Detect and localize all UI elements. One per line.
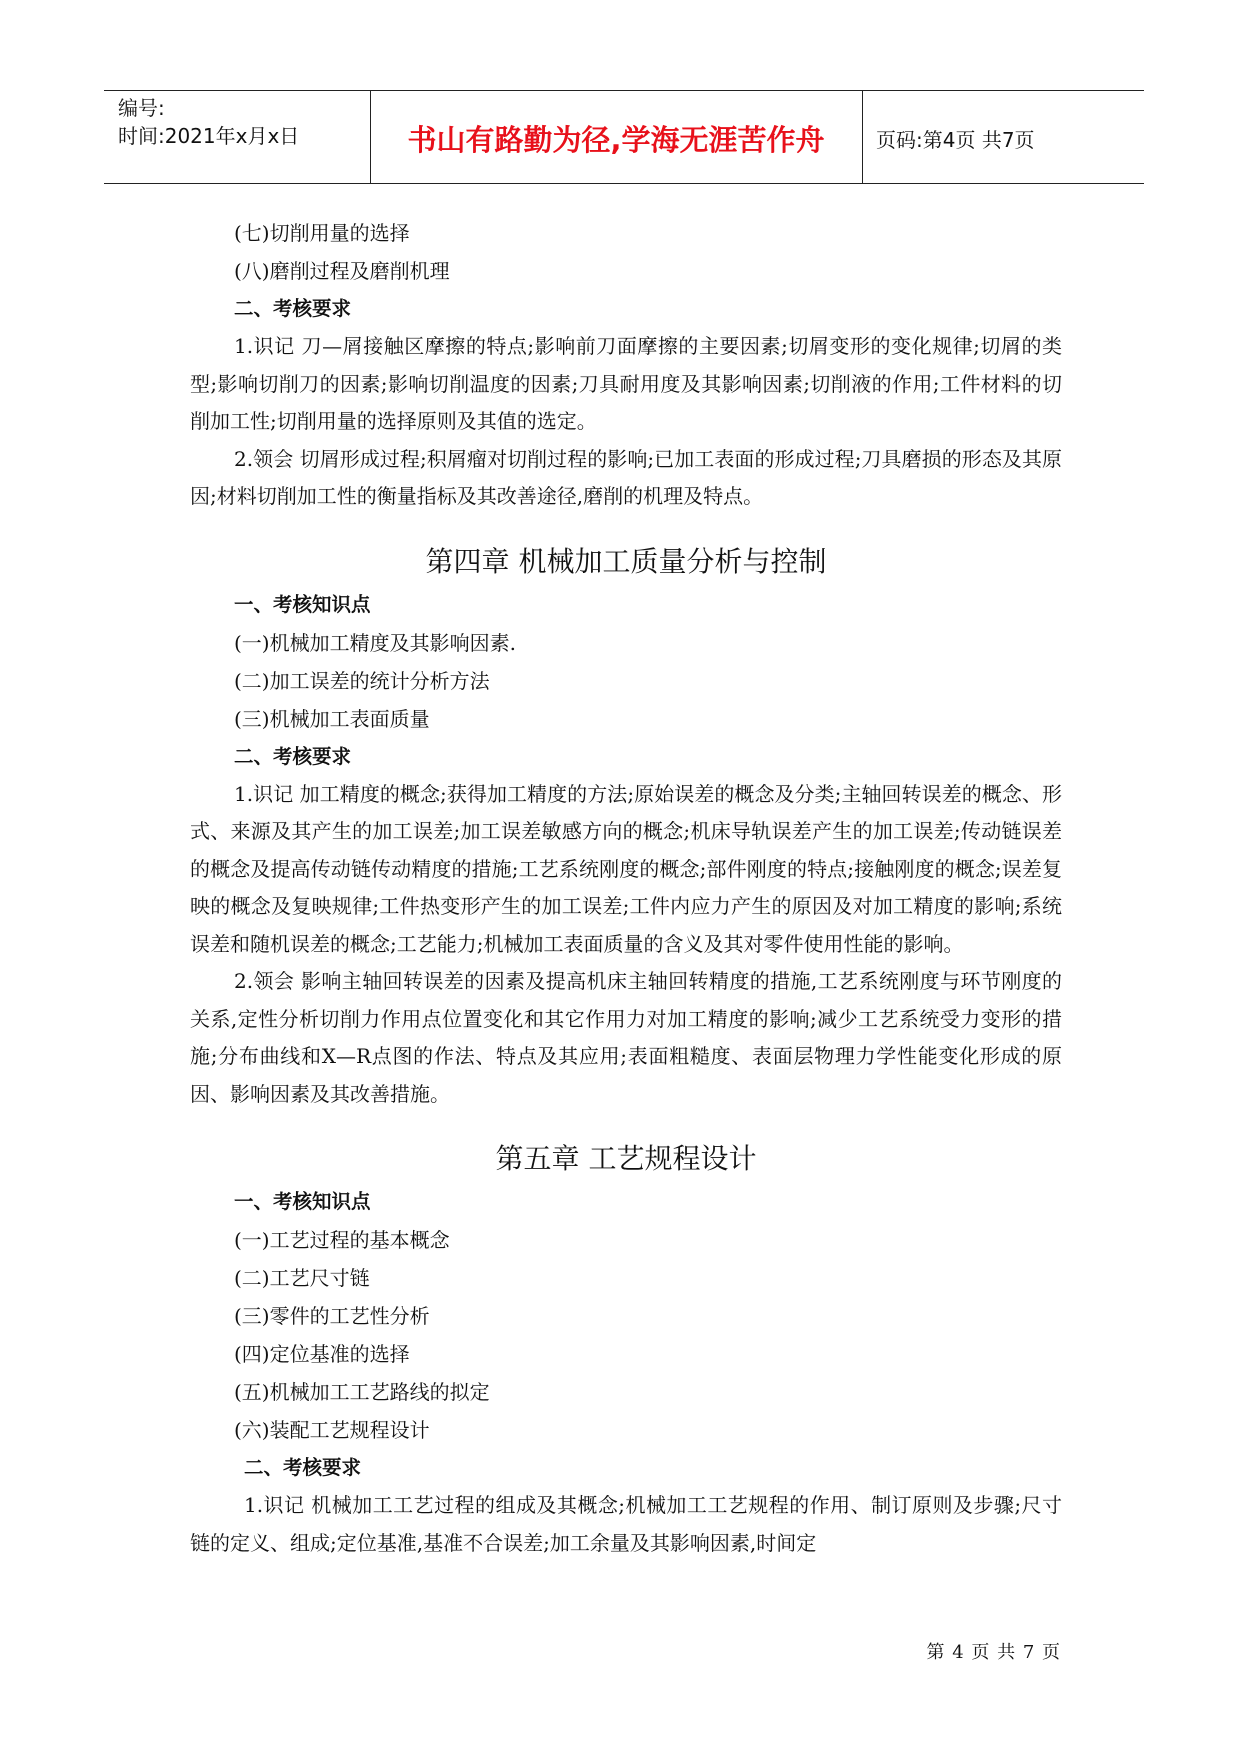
header-page-label: 页码:第4页 共7页 [876, 128, 1035, 152]
chapter-title: 第五章 工艺规程设计 [495, 1142, 757, 1175]
list-item: (六)装配工艺规程设计 [234, 1418, 430, 1442]
chapter-title: 第四章 机械加工质量分析与控制 [425, 544, 827, 578]
doc-code-label: 编号: [118, 96, 165, 120]
section-heading: 一、考核知识点 [234, 592, 371, 616]
requirement-paragraph: 1.识记 机械加工工艺过程的组成及其概念;机械加工工艺规程的作用、制订原则及步骤;尺寸链的定义、组成;定位基准,基准不合误差;加工余量及其影响因素,时间定 [190, 1493, 1062, 1555]
list-item: (一)机械加工精度及其影响因素. [234, 630, 516, 655]
list-item: (八)磨削过程及磨削机理 [234, 259, 450, 283]
header-divider-right [862, 90, 863, 184]
document-body [190, 214, 1062, 1562]
section-heading: 二、考核要求 [244, 1456, 362, 1479]
requirement-paragraph: 1.识记 加工精度的概念;获得加工精度的方法;原始误差的概念及分类;主轴回转误差的概念、形式、来源及其产生的加工误差;加工误差敏感方向的概念;机床导轨误差产生的加工误差;传动链误差的概念及提高传动链传动精度的措施;工艺系统刚度的概念;部件刚度的特点;接触刚度的概念;误差复映的概念及复映规律;工件热变形产生的加工误差;工件内应力产生的原因及对加工精度的影响;系统误差和随机误差的概念;工艺能力;机械加工表面质量的含义及其对零件使用性能的影响。 [190, 781, 1062, 956]
header-top-rule [104, 90, 1144, 91]
requirement-paragraph: 2.领会 影响主轴回转误差的因素及提高机床主轴回转精度的措施,工艺系统刚度与环节刚度的关系,定性分析切削力作用点位置变化和其它作用力对加工精度的影响;减少工艺系统受力变形的措施;分布曲线和X—R点图的作法、特点及其应用;表面粗糙度、表面层物理力学性能变化形成的原因、影响因素及其改善措施。 [190, 969, 1062, 1106]
list-item: (二)工艺尺寸链 [234, 1266, 370, 1290]
header-left-cell [118, 94, 299, 150]
list-item: (七)切削用量的选择 [234, 221, 410, 245]
section-heading: 二、考核要求 [234, 744, 352, 768]
section-heading: 一、考核知识点 [234, 1190, 371, 1213]
requirement-paragraph: 1.识记 刀—屑接触区摩擦的特点;影响前刀面摩擦的主要因素;切屑变形的变化规律;切屑的类型;影响切削刀的因素;影响切削温度的因素;刀具耐用度及其影响因素;切削液的作用;工件材料的切削加工性;切削用量的选择原则及其值的选定。 [190, 334, 1062, 433]
header-bottom-rule [104, 183, 1144, 184]
page-footer: 第 4 页 共 7 页 [926, 1642, 1061, 1663]
requirement-paragraph: 2.领会 切屑形成过程;积屑瘤对切削过程的影响;已加工表面的形成过程;刀具磨损的形态及其原因;材料切削加工性的衡量指标及其改善途径,磨削的机理及特点。 [190, 446, 1062, 508]
list-item: (四)定位基准的选择 [234, 1342, 410, 1366]
list-item: (二)加工误差的统计分析方法 [234, 668, 490, 693]
list-item: (三)零件的工艺性分析 [234, 1304, 430, 1328]
list-item: (一)工艺过程的基本概念 [234, 1228, 450, 1252]
header-divider-left [370, 90, 371, 184]
section-heading: 二、考核要求 [234, 297, 352, 320]
list-item: (五)机械加工工艺路线的拟定 [234, 1380, 490, 1404]
list-item: (三)机械加工表面质量 [234, 706, 430, 731]
header-motto: 书山有路勤为径,学海无涯苦作舟 [407, 123, 825, 157]
doc-time-label: 时间:2021年x月x日 [118, 124, 300, 148]
